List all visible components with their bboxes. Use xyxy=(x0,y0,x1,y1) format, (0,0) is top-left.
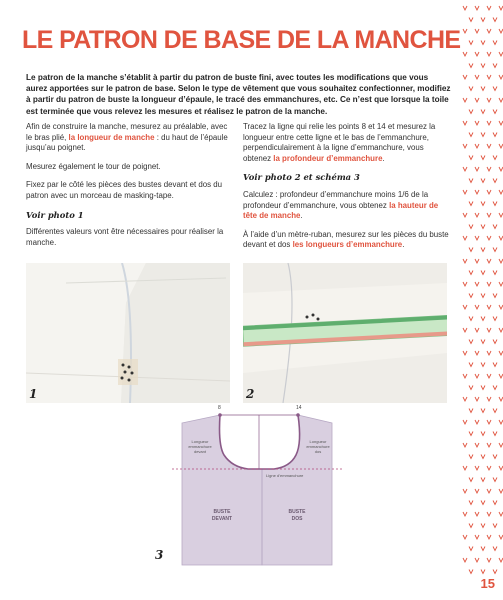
chevron-mark xyxy=(493,547,497,551)
page-number: 15 xyxy=(480,576,495,591)
paragraph-values: Différentes valeurs vont être nécessaires pour réaliser la manche. xyxy=(26,227,224,247)
chevron-mark xyxy=(463,236,467,240)
chevron-mark xyxy=(463,282,467,286)
chevron-mark xyxy=(487,443,491,447)
chevron-mark xyxy=(499,374,503,378)
chevron-mark xyxy=(481,547,485,551)
back-bodice-shape xyxy=(262,415,332,565)
photo-1-illustration xyxy=(26,263,230,403)
chevron-mark xyxy=(499,6,503,10)
paragraph-wrist: Mesurez également le tour de poignet. xyxy=(26,161,161,171)
chevron-mark xyxy=(499,144,503,148)
chevron-mark xyxy=(475,6,479,10)
armhole-diagram xyxy=(152,395,352,575)
chevron-mark xyxy=(469,179,473,183)
chevron-mark xyxy=(493,501,497,505)
chevron-mark xyxy=(475,535,479,539)
chevron-mark xyxy=(475,466,479,470)
chevron-mark xyxy=(469,64,473,68)
chevron-mark xyxy=(463,121,467,125)
chevron-mark xyxy=(499,190,503,194)
subheading-photo-1: Voir photo 1 xyxy=(26,209,84,220)
chevron-mark xyxy=(499,558,503,562)
chevron-mark xyxy=(463,259,467,263)
chevron-mark xyxy=(499,420,503,424)
chevron-mark xyxy=(481,570,485,574)
back-bodice-label-1: BUSTE xyxy=(288,509,306,515)
chevron-mark xyxy=(493,478,497,482)
chevron-mark xyxy=(487,397,491,401)
chevron-mark xyxy=(469,294,473,298)
photo-1-number: 1 xyxy=(29,387,38,401)
chevron-mark xyxy=(493,18,497,22)
chevron-mark xyxy=(475,512,479,516)
chevron-mark xyxy=(499,121,503,125)
chevron-mark xyxy=(487,144,491,148)
chevron-mark xyxy=(469,363,473,367)
page-title: LE PATRON DE BASE DE LA MANCHE xyxy=(22,26,461,54)
highlight-armhole-lengths: les longueurs d’emmanchure xyxy=(292,240,403,250)
chevron-mark xyxy=(475,558,479,562)
chevron-mark xyxy=(481,271,485,275)
paragraph-fix-pieces: Fixez par le côté les pièces des bustes devant et dos du patron avec un morceau de masking-tape. xyxy=(26,180,223,200)
chevron-mark xyxy=(493,294,497,298)
chevron-mark xyxy=(481,478,485,482)
chevron-mark xyxy=(481,64,485,68)
chevron-mark xyxy=(469,317,473,321)
chevron-mark xyxy=(481,41,485,45)
chevron-mark xyxy=(493,225,497,229)
label-front-armhole-1: Longueur xyxy=(191,439,209,444)
chevron-mark xyxy=(463,29,467,33)
chevron-mark xyxy=(481,386,485,390)
chevron-mark xyxy=(493,202,497,206)
chevron-mark xyxy=(487,213,491,217)
chevron-mark xyxy=(469,271,473,275)
photo-1 xyxy=(26,263,230,403)
chevron-mark xyxy=(481,110,485,114)
chevron-mark xyxy=(463,190,467,194)
chevron-mark xyxy=(499,466,503,470)
chevron-mark xyxy=(499,259,503,263)
chevron-mark xyxy=(469,225,473,229)
chevron-mark xyxy=(499,98,503,102)
chevron-mark xyxy=(487,512,491,516)
front-bodice-label-2: DEVANT xyxy=(211,516,233,522)
chevron-mark xyxy=(475,75,479,79)
armhole-line-label: Ligne d’emmanchure xyxy=(266,473,304,478)
chevron-mark xyxy=(487,374,491,378)
back-bodice-label-2: DOS xyxy=(291,516,303,522)
chevron-mark xyxy=(469,156,473,160)
left-column xyxy=(26,122,232,256)
chevron-mark xyxy=(475,397,479,401)
chevron-mark xyxy=(481,133,485,137)
chevron-mark xyxy=(487,535,491,539)
chevron-mark xyxy=(487,167,491,171)
chevron-mark xyxy=(475,167,479,171)
label-front-armhole-3: devant xyxy=(193,449,207,454)
chevron-mark xyxy=(499,75,503,79)
chevron-mark xyxy=(499,236,503,240)
point-8-label: 8 xyxy=(218,405,221,411)
chevron-mark xyxy=(475,305,479,309)
front-bodice-shape xyxy=(182,415,262,565)
highlight-sleeve-length: la longueur de manche xyxy=(68,132,155,142)
chevron-mark xyxy=(487,282,491,286)
chevron-mark xyxy=(475,443,479,447)
paragraph-armhole-lengths: À l’aide d’un mètre-ruban, mesurez sur les pièces du buste devant et dos les longueurs d’emmanchure. xyxy=(243,229,449,250)
chevron-mark xyxy=(499,305,503,309)
chevron-mark xyxy=(481,225,485,229)
chevron-mark xyxy=(499,443,503,447)
chevron-mark xyxy=(469,340,473,344)
chevron-mark xyxy=(463,75,467,79)
chevron-mark xyxy=(469,524,473,528)
chevron-mark xyxy=(481,248,485,252)
chevron-mark xyxy=(475,351,479,355)
chevron-mark xyxy=(499,328,503,332)
chevron-mark xyxy=(469,133,473,137)
chevron-mark xyxy=(481,156,485,160)
chevron-mark xyxy=(493,271,497,275)
chevron-mark xyxy=(487,52,491,56)
chevron-mark xyxy=(463,305,467,309)
paragraph-cap-height: Calculez : profondeur d’emmanchure moins 1/6 de la profondeur d’emmanchure, vous obtenez la hauteur de tête de manche. xyxy=(243,189,439,221)
chevron-mark xyxy=(475,259,479,263)
chevron-mark xyxy=(487,29,491,33)
chevron-mark xyxy=(463,535,467,539)
chevron-mark xyxy=(493,64,497,68)
chevron-mark xyxy=(463,98,467,102)
chevron-mark xyxy=(481,340,485,344)
chevron-mark xyxy=(499,29,503,33)
chevron-mark xyxy=(481,524,485,528)
chevron-mark xyxy=(493,570,497,574)
chevron-mark xyxy=(493,87,497,91)
chevron-mark xyxy=(493,340,497,344)
chevron-mark xyxy=(493,179,497,183)
chevron-mark xyxy=(463,213,467,217)
chevron-mark xyxy=(469,202,473,206)
chevron-mark xyxy=(481,179,485,183)
subheading-photo-2-schema-3: Voir photo 2 et schéma 3 xyxy=(243,172,360,183)
chevron-mark xyxy=(475,374,479,378)
chevron-mark xyxy=(499,535,503,539)
chevron-mark xyxy=(493,386,497,390)
chevron-mark xyxy=(469,547,473,551)
chevron-mark xyxy=(475,236,479,240)
chevron-mark xyxy=(493,432,497,436)
chevron-mark xyxy=(487,328,491,332)
chevron-mark xyxy=(475,98,479,102)
chevron-mark xyxy=(499,213,503,217)
chevron-mark xyxy=(481,202,485,206)
chevron-mark xyxy=(493,248,497,252)
chevron-mark xyxy=(463,52,467,56)
chevron-mark xyxy=(493,133,497,137)
chevron-mark xyxy=(487,190,491,194)
highlight-armhole-depth: la profondeur d’emmanchure xyxy=(273,153,383,163)
chevron-mark xyxy=(463,374,467,378)
chevron-mark xyxy=(475,213,479,217)
chevron-mark xyxy=(493,455,497,459)
chevron-mark xyxy=(475,52,479,56)
chevron-mark xyxy=(469,248,473,252)
chevron-mark xyxy=(487,558,491,562)
chevron-mark xyxy=(499,512,503,516)
chevron-mark xyxy=(487,489,491,493)
chevron-mark xyxy=(463,420,467,424)
chevron-mark xyxy=(481,18,485,22)
chevron-mark xyxy=(481,409,485,413)
chevron-mark xyxy=(481,501,485,505)
chevron-mark xyxy=(469,570,473,574)
chevron-mark xyxy=(487,351,491,355)
intro-paragraph: Le patron de la manche s’établit à partir du patron de buste fini, avec toutes les modifications que vous aurez apportées sur le patron de base. Selon le type de vêtement que vous souhaitez confectionner, modifiez à partir du patron de buste la longueur d’épaule, le tracé des emmanchures, etc. Ce n’est que lorsque la toile est terminée que vous relevez les mesures et réalisez le patron de la manche. xyxy=(26,73,451,116)
chevron-mark xyxy=(469,110,473,114)
chevron-mark xyxy=(487,6,491,10)
chevron-mark xyxy=(469,432,473,436)
right-column xyxy=(243,122,453,259)
chevron-mark xyxy=(475,190,479,194)
chevron-mark xyxy=(463,144,467,148)
chevron-mark xyxy=(493,317,497,321)
chevron-mark xyxy=(487,75,491,79)
chevron-mark xyxy=(475,489,479,493)
chevron-mark xyxy=(493,110,497,114)
chevron-mark xyxy=(499,167,503,171)
photo-2-illustration xyxy=(243,263,447,403)
chevron-mark xyxy=(487,98,491,102)
chevron-mark xyxy=(493,409,497,413)
chevron-mark xyxy=(481,317,485,321)
chevron-mark xyxy=(463,466,467,470)
chevron-mark xyxy=(487,305,491,309)
chevron-mark xyxy=(469,386,473,390)
chevron-mark xyxy=(463,512,467,516)
chevron-mark xyxy=(487,236,491,240)
chevron-mark xyxy=(469,18,473,22)
chevron-mark xyxy=(469,478,473,482)
chevron-mark xyxy=(463,351,467,355)
diagram-3-number: 3 xyxy=(155,548,164,562)
chevron-mark xyxy=(481,455,485,459)
chevron-mark xyxy=(499,489,503,493)
chevron-mark xyxy=(469,409,473,413)
chevron-mark xyxy=(463,558,467,562)
highlight-cap-height: la hauteur de tête de manche xyxy=(243,200,439,221)
chevron-mark xyxy=(493,41,497,45)
chevron-mark xyxy=(493,156,497,160)
chevron-mark xyxy=(481,432,485,436)
label-front-armhole-2: emmanchure xyxy=(188,444,212,449)
photo-2 xyxy=(243,263,447,403)
chevron-mark xyxy=(475,282,479,286)
chevron-mark xyxy=(475,121,479,125)
chevron-mark xyxy=(475,328,479,332)
chevron-mark xyxy=(499,351,503,355)
chevron-mark xyxy=(487,466,491,470)
chevron-mark xyxy=(475,420,479,424)
decorative-pattern-strip xyxy=(459,0,503,600)
chevron-mark xyxy=(493,363,497,367)
chevron-mark xyxy=(493,524,497,528)
chevron-mark xyxy=(469,41,473,45)
front-bodice-label-1: BUSTE xyxy=(213,509,231,515)
chevron-mark xyxy=(487,259,491,263)
label-back-armhole-1: Longueur xyxy=(309,439,327,444)
chevron-mark xyxy=(463,328,467,332)
chevron-mark xyxy=(469,87,473,91)
chevron-mark xyxy=(475,144,479,148)
chevron-mark xyxy=(487,420,491,424)
chevron-mark xyxy=(469,455,473,459)
label-back-armhole-3: dos xyxy=(314,449,322,454)
chevron-mark xyxy=(499,397,503,401)
chevron-mark xyxy=(499,52,503,56)
label-back-armhole-2: emmanchure xyxy=(306,444,330,449)
chevron-mark xyxy=(481,363,485,367)
chevron-mark xyxy=(463,6,467,10)
chevron-mark xyxy=(487,121,491,125)
chevron-mark xyxy=(463,489,467,493)
chevron-mark xyxy=(463,443,467,447)
chevron-mark xyxy=(463,167,467,171)
chevron-mark xyxy=(481,294,485,298)
paragraph-sleeve-length: Afin de construire la manche, mesurez au préalable, avec le bras plié, la longueur de manche : du haut de l’épaule jusqu’au poignet. xyxy=(26,122,228,153)
chevron-mark xyxy=(499,282,503,286)
chevron-mark xyxy=(463,397,467,401)
photo-2-number: 2 xyxy=(246,387,255,401)
chevron-mark xyxy=(481,87,485,91)
paragraph-armhole-depth: Tracez la ligne qui relie les points 8 et 14 et mesurez la longueur entre cette ligne et le bas de l’emmanchure, perpendiculairement à la ligne d’emmanchure, vous obtenez la profondeur d’emmanchure. xyxy=(243,122,436,163)
point-14-label: 14 xyxy=(296,405,302,411)
chevron-mark xyxy=(475,29,479,33)
chevron-mark xyxy=(469,501,473,505)
